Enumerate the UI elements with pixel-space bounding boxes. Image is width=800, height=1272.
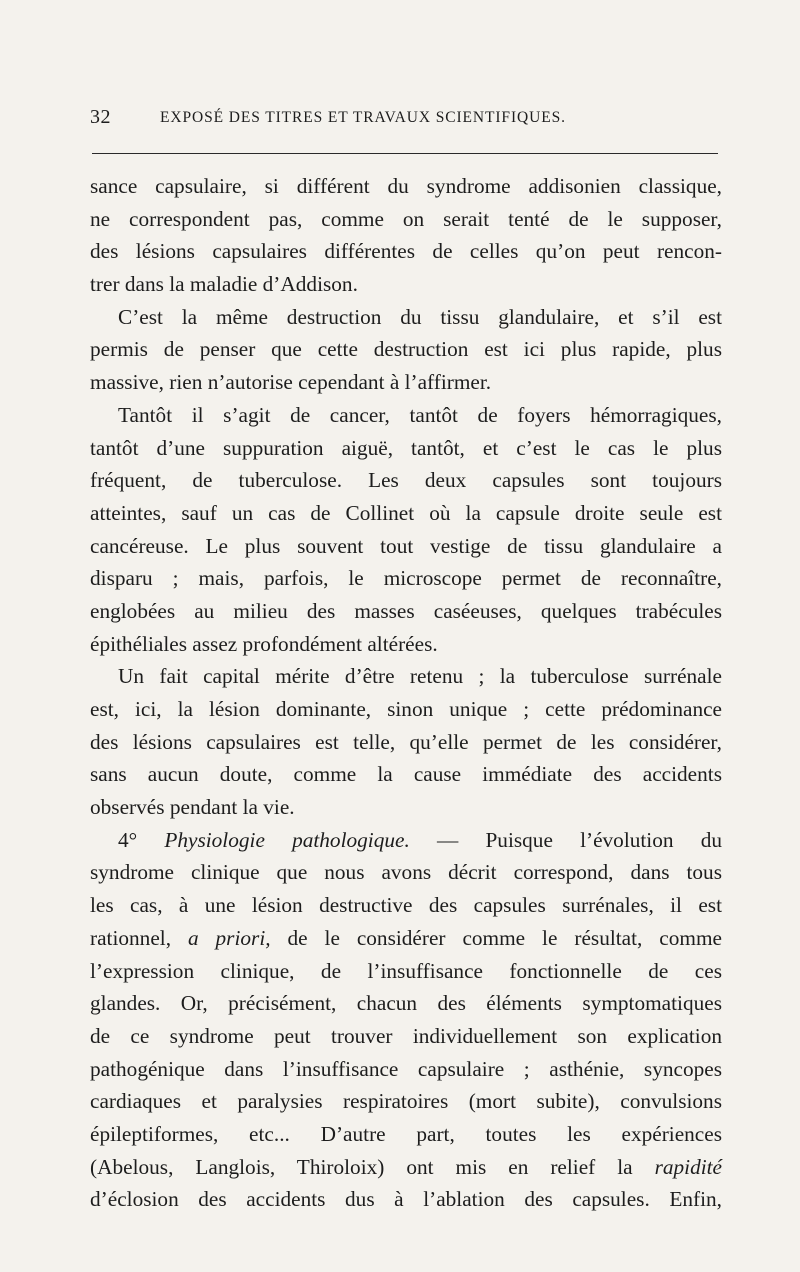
text-line: les cas, à une lésion destructive des capsules surrénales, il est — [90, 893, 722, 918]
text-line: l’expression clinique, de l’insuffisance fonctionnelle de ces — [90, 958, 722, 983]
text-line: tantôt d’une suppuration aiguë, tantôt, et c’est le cas le plus — [90, 435, 722, 460]
text-run: — Puisque l’évolution du — [409, 827, 722, 852]
text-line: épithéliales assez profondément altérées. — [90, 631, 438, 656]
italic-phrase: a priori, — [187, 925, 271, 950]
text-run: de le considérer comme le résultat, comme — [270, 925, 722, 950]
text-line: de ce syndrome peut trouver individuellement son explication — [90, 1023, 722, 1048]
text-line: syndrome clinique que nous avons décrit correspond, dans tous — [90, 860, 722, 885]
text-line: pathogénique dans l’insuffisance capsulaire ; asthénie, syncopes — [90, 1056, 722, 1081]
text-line: sans aucun doute, comme la cause immédiate des accidents — [90, 762, 722, 787]
text-line: fréquent, de tuberculose. Les deux capsules sont toujours — [90, 468, 722, 493]
text-line: massive, rien n’autorise cependant à l’affirmer. — [90, 370, 492, 395]
text-line: disparu ; mais, parfois, le microscope permet de reconnaître, — [90, 566, 722, 591]
text-line: ne correspondent pas, comme on serait tenté de le supposer, — [90, 206, 722, 231]
text-line: cardiaques et paralysies respiratoires (mort subite), convulsions — [90, 1089, 722, 1114]
text-line: d’éclosion des accidents dus à l’ablation des capsules. Enfin, — [90, 1187, 722, 1212]
running-title: EXPOSÉ DES TITRES ET TRAVAUX SCIENTIFIQUES. — [160, 109, 566, 126]
text-line: C’est la même destruction du tissu glandulaire, et s’il est — [118, 304, 722, 329]
text-line: glandes. Or, précisément, chacun des éléments symptomatiques — [90, 991, 722, 1016]
text-run: (Abelous, Langlois, Thiroloix) ont mis en relief la — [90, 1154, 655, 1179]
text-line: observés pendant la vie. — [90, 795, 295, 820]
section-heading: Physiologie pathologique. — [164, 827, 410, 852]
body-text — [90, 170, 722, 1216]
text-line — [90, 1151, 722, 1184]
italic-phrase: rapidité — [654, 1154, 722, 1179]
text-line: épileptiformes, etc... D’autre part, toutes les expériences — [90, 1121, 722, 1146]
section-number: 4° — [118, 827, 165, 852]
page-header — [90, 106, 720, 136]
text-line: est, ici, la lésion dominante, sinon unique ; cette prédominance — [90, 697, 722, 721]
text-line: des lésions capsulaires différentes de celles qu’on peut rencon- — [90, 239, 722, 264]
text-line — [90, 824, 722, 857]
text-line: sance capsulaire, si différent du syndrome addisonien classique, — [90, 174, 722, 198]
text-line: englobées au milieu des masses caséeuses, quelques trabécules — [90, 598, 722, 623]
text-line: trer dans la maladie d’Addison. — [90, 272, 358, 297]
text-line: cancéreuse. Le plus souvent tout vestige de tissu glandulaire a — [90, 533, 722, 558]
text-run: rationnel, — [90, 925, 188, 950]
text-line: Un fait capital mérite d’être retenu ; la tuberculose surrénale — [118, 664, 722, 689]
text-line: Tantôt il s’agit de cancer, tantôt de foyers hémorragiques, — [118, 402, 722, 427]
text-line — [90, 922, 722, 955]
text-line: permis de penser que cette destruction est ici plus rapide, plus — [90, 337, 722, 362]
header-rule — [92, 153, 718, 154]
text-line: des lésions capsulaires est telle, qu’elle permet de les considérer, — [90, 729, 722, 754]
page-number: 32 — [90, 106, 111, 128]
text-line: atteintes, sauf un cas de Collinet où la capsule droite seule est — [90, 500, 722, 525]
